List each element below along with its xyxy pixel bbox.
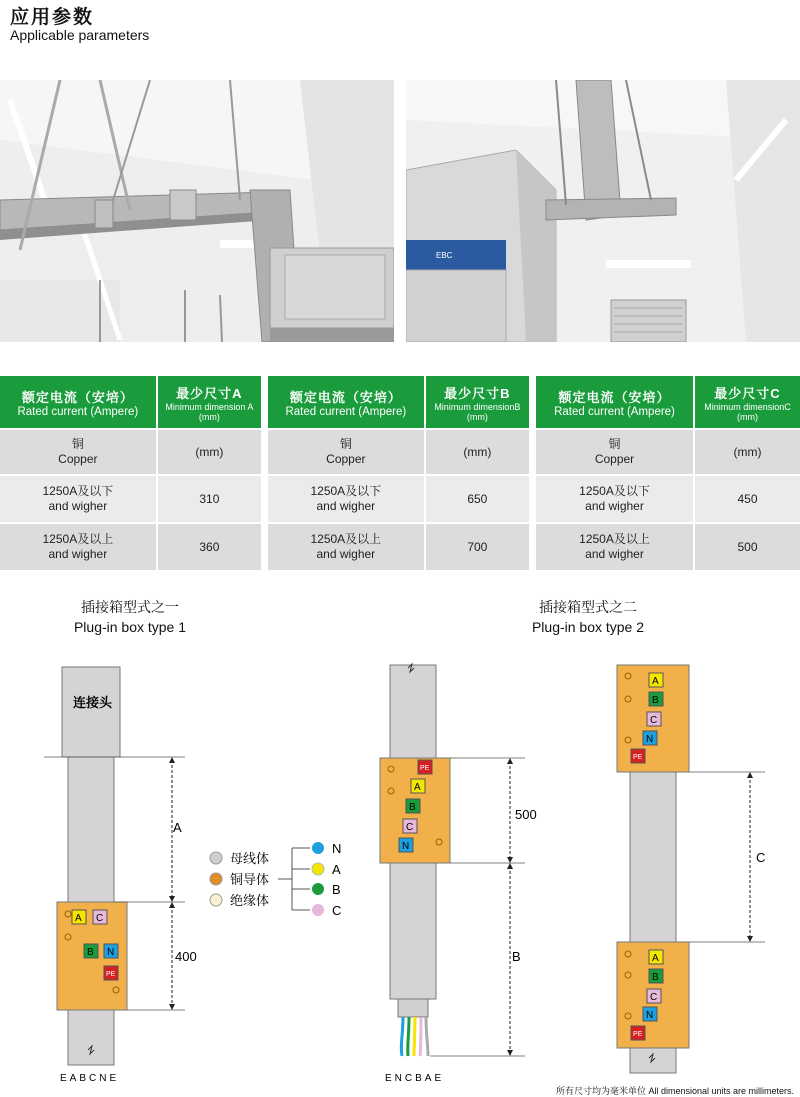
- svg-text:N: N: [402, 841, 410, 852]
- cell-value: 310: [157, 475, 262, 523]
- svg-text:N: N: [646, 1010, 654, 1021]
- param-table-c: [536, 376, 800, 570]
- phase-c-terminal: [647, 712, 661, 726]
- svg-text:PE: PE: [633, 1031, 643, 1038]
- phase-pe-terminal: [631, 749, 645, 763]
- param-table-a: [0, 376, 263, 570]
- svg-text:C: C: [650, 715, 658, 726]
- cell-current-high: 1250A及以上 and wigher: [0, 523, 157, 570]
- svg-text:B: B: [652, 695, 659, 706]
- phase-a-terminal: [411, 779, 425, 793]
- dim-c-label: C: [756, 850, 766, 865]
- busbar-body: [68, 1010, 114, 1065]
- phase-pe-terminal: [631, 1026, 645, 1040]
- svg-text:A: A: [652, 676, 659, 687]
- phase-b-terminal: [649, 969, 663, 983]
- footnote: 所有尺寸均为毫米单位 All dimensional units are millimeters.: [555, 1086, 794, 1096]
- svg-text:B: B: [87, 947, 94, 958]
- phase-n-terminal: [399, 838, 413, 852]
- busbar-body: [390, 863, 436, 999]
- svg-text:A: A: [75, 913, 82, 924]
- phase-pe-terminal: [104, 966, 118, 980]
- busbar-body: [630, 772, 676, 942]
- type2-caption: 插接箱型式之二 Plug-in box type 2: [531, 599, 645, 635]
- phase-n-terminal: [643, 731, 657, 745]
- col-min-dimension-b: 最少尺寸B Minimum dimensionB (mm): [425, 376, 530, 429]
- svg-text:N: N: [332, 841, 342, 856]
- phase-a-terminal: [649, 673, 663, 687]
- phase-b-terminal: [406, 799, 420, 813]
- phase-a-terminal: [649, 950, 663, 964]
- installation-photo-2: [406, 80, 800, 342]
- svg-text:A: A: [414, 782, 421, 793]
- dim-400-label: 400: [175, 949, 197, 964]
- svg-text:B: B: [332, 882, 341, 897]
- busbar-joint: [62, 667, 120, 757]
- phase-c-terminal: [647, 989, 661, 1003]
- cell-current-high: 1250A及以上 and wigher: [268, 523, 425, 570]
- busbar-body: [68, 757, 114, 902]
- dim-500-label: 500: [515, 807, 537, 822]
- svg-text:A: A: [652, 953, 659, 964]
- svg-text:母线体: 母线体: [230, 851, 270, 866]
- col-min-dimension-c: 最少尺寸C Minimum dimensionC (mm): [694, 376, 800, 429]
- svg-text:铜导体: 铜导体: [230, 872, 270, 887]
- phase-n-terminal: [104, 944, 118, 958]
- svg-text:PE: PE: [106, 971, 116, 978]
- phase-a-terminal: [72, 910, 86, 924]
- legend: [210, 841, 341, 918]
- phase-c-terminal: [403, 819, 417, 833]
- col-min-dimension-a: 最少尺寸A Minimum dimension A (mm): [157, 376, 262, 429]
- cell-value: 650: [425, 475, 530, 523]
- dim-b-label: B: [512, 949, 521, 964]
- param-table-b: [268, 376, 531, 570]
- cell-material: 铜 Copper: [536, 429, 694, 475]
- page-title-cn: 应用参数: [10, 6, 95, 28]
- cell-value: 450: [694, 475, 800, 523]
- cell-current-low: 1250A及以下 and wigher: [268, 475, 425, 523]
- svg-text:PE: PE: [633, 754, 643, 761]
- svg-text:C: C: [332, 903, 342, 918]
- svg-text:C: C: [406, 822, 414, 833]
- svg-text:PE: PE: [420, 765, 430, 772]
- phase-n-terminal: [643, 1007, 657, 1021]
- svg-text:绝缘体: 绝缘体: [230, 893, 270, 908]
- phase-b-terminal: [84, 944, 98, 958]
- type1-phase-order: EABCNE: [60, 1073, 120, 1084]
- col-rated-current: 额定电流（安培） Rated current (Ampere): [0, 376, 157, 429]
- type2-phase-order: ENCBAE: [385, 1073, 445, 1084]
- svg-text:EBC: EBC: [436, 251, 453, 260]
- cell-value: 700: [425, 523, 530, 570]
- dim-a-label: A: [173, 820, 182, 835]
- svg-text:B: B: [409, 802, 416, 813]
- svg-text:A: A: [332, 862, 341, 877]
- svg-text:B: B: [652, 972, 659, 983]
- svg-text:C: C: [96, 913, 104, 924]
- cell-unit: (mm): [694, 429, 800, 475]
- plug-in-box-diagram: [0, 640, 800, 1085]
- cell-unit: (mm): [157, 429, 262, 475]
- type1-caption: 插接箱型式之一 Plug-in box type 1: [73, 599, 187, 635]
- joint-label: 连接头: [73, 695, 113, 710]
- svg-text:N: N: [107, 947, 115, 958]
- cell-current-high: 1250A及以上 and wigher: [536, 523, 694, 570]
- cell-material: 铜 Copper: [0, 429, 157, 475]
- cell-current-low: 1250A及以下 and wigher: [536, 475, 694, 523]
- phase-pe-terminal: [418, 760, 432, 774]
- cell-unit: (mm): [425, 429, 530, 475]
- phase-c-terminal: [93, 910, 107, 924]
- col-rated-current: 额定电流（安培） Rated current (Ampere): [268, 376, 425, 429]
- cell-value: 360: [157, 523, 262, 570]
- cell-current-low: 1250A及以下 and wigher: [0, 475, 157, 523]
- svg-text:N: N: [646, 734, 654, 745]
- cell-value: 500: [694, 523, 800, 570]
- busbar-body: [390, 665, 436, 758]
- svg-text:C: C: [650, 992, 658, 1003]
- installation-photo-1: [0, 80, 394, 342]
- col-rated-current: 额定电流（安培） Rated current (Ampere): [536, 376, 694, 429]
- page-title-en: Applicable parameters: [10, 27, 150, 43]
- cell-material: 铜 Copper: [268, 429, 425, 475]
- phase-b-terminal: [649, 692, 663, 706]
